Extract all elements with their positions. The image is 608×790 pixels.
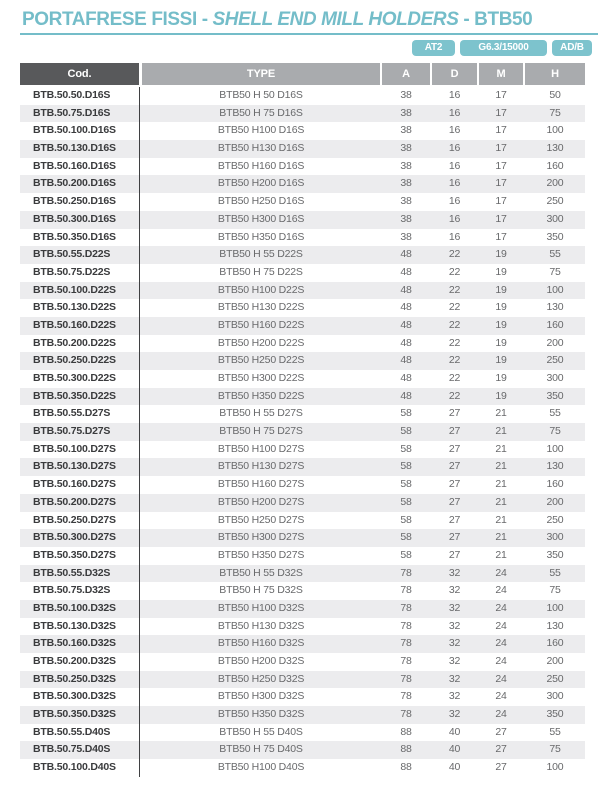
cell-d: 27	[448, 513, 461, 526]
cell-d: 16	[448, 177, 461, 190]
cell-m: 19	[495, 336, 507, 349]
cell-a: 58	[400, 425, 412, 438]
cell-d: 27	[448, 548, 461, 561]
cell-d: 40	[448, 743, 461, 756]
cell-m: 24	[495, 637, 507, 650]
cell-h: 100	[546, 601, 564, 614]
table-row	[20, 335, 585, 353]
cell-a: 38	[400, 195, 412, 208]
cell-d: 16	[448, 142, 461, 155]
cell-type: BTB50 H 55 D27S	[219, 407, 303, 420]
cell-d: 40	[448, 761, 461, 774]
cell-type: BTB50 H 55 D40S	[219, 725, 303, 738]
cell-h: 160	[546, 637, 564, 650]
cell-m: 21	[495, 513, 507, 526]
table-row	[20, 105, 585, 123]
cell-d: 27	[448, 531, 461, 544]
cell-cod: BTB.50.160.D32S	[33, 637, 116, 650]
cell-h: 100	[546, 283, 564, 296]
cell-m: 17	[495, 195, 507, 208]
cell-m: 21	[495, 442, 507, 455]
table-row	[20, 211, 585, 229]
cell-type: BTB50 H 55 D32S	[219, 566, 303, 579]
table-row	[20, 688, 585, 706]
cell-cod: BTB.50.250.D27S	[33, 513, 116, 526]
cell-m: 19	[495, 265, 507, 278]
cell-m: 19	[495, 248, 507, 261]
cell-h: 200	[546, 655, 564, 667]
cell-d: 27	[448, 442, 461, 455]
cell-m: 21	[495, 531, 507, 544]
cell-cod: BTB.50.75.D32S	[33, 584, 111, 597]
cell-cod: BTB.50.75.D22S	[33, 265, 111, 278]
cell-m: 24	[495, 655, 507, 667]
cell-a: 38	[400, 212, 412, 225]
table-row	[20, 635, 585, 653]
cell-a: 78	[400, 672, 412, 685]
table-row	[20, 547, 585, 565]
cell-m: 17	[495, 124, 507, 137]
cell-a: 58	[400, 531, 412, 544]
cell-type: BTB50 H 75 D32S	[219, 584, 303, 597]
cell-cod: BTB.50.300.D27S	[33, 531, 116, 544]
cell-cod: BTB.50.100.D16S	[33, 124, 116, 137]
cell-a: 78	[400, 690, 412, 703]
cell-a: 38	[400, 230, 412, 243]
table-row	[20, 529, 585, 547]
cell-type: BTB50 H 75 D40S	[219, 743, 303, 756]
cell-h: 75	[549, 106, 561, 119]
column-header-h: H	[525, 63, 585, 85]
cell-h: 160	[546, 318, 564, 331]
cell-d: 27	[448, 460, 461, 473]
title-underline	[20, 33, 598, 35]
cell-d: 27	[448, 478, 461, 491]
table-row	[20, 600, 585, 618]
cell-h: 130	[546, 142, 564, 155]
cell-a: 48	[400, 389, 412, 402]
cell-m: 21	[495, 460, 507, 473]
cell-cod: BTB.50.300.D16S	[33, 212, 116, 225]
cell-d: 27	[448, 407, 461, 420]
cell-type: BTB50 H100 D16S	[217, 124, 305, 137]
cell-d: 32	[448, 655, 461, 667]
cell-m: 19	[495, 301, 507, 314]
table-row	[20, 476, 585, 494]
cell-type: BTB50 H200 D22S	[217, 336, 305, 349]
title-english: SHELL END MILL HOLDERS	[212, 9, 459, 30]
cell-type: BTB50 H350 D16S	[217, 230, 305, 243]
cell-cod: BTB.50.160.D27S	[33, 478, 116, 491]
cell-d: 22	[448, 248, 461, 261]
table-row	[20, 299, 585, 317]
table-row	[20, 512, 585, 530]
cell-m: 17	[495, 142, 507, 155]
cell-a: 58	[400, 495, 412, 508]
cell-type: BTB50 H200 D32S	[217, 655, 305, 667]
cell-m: 24	[495, 619, 507, 632]
cell-h: 250	[546, 354, 564, 367]
table-row	[20, 193, 585, 211]
cell-m: 24	[495, 708, 507, 721]
cell-type: BTB50 H160 D27S	[217, 478, 305, 491]
cell-cod: BTB.50.350.D27S	[33, 548, 116, 561]
cell-h: 160	[546, 159, 564, 172]
cell-a: 58	[400, 442, 412, 455]
cell-h: 75	[549, 425, 561, 438]
table-row	[20, 741, 585, 759]
cell-h: 350	[546, 708, 564, 721]
table-row	[20, 706, 585, 724]
table-row	[20, 264, 585, 282]
cell-a: 78	[400, 566, 412, 579]
cell-a: 48	[400, 336, 412, 349]
cell-a: 38	[400, 106, 412, 119]
cell-m: 27	[495, 761, 507, 774]
title-separator: -	[196, 9, 213, 30]
badge-balancing-grade: G6.3/15000	[460, 40, 547, 56]
cell-type: BTB50 H350 D32S	[217, 708, 305, 721]
column-header-m: M	[479, 63, 523, 85]
cell-h: 300	[546, 212, 564, 225]
cell-a: 78	[400, 708, 412, 721]
cell-m: 17	[495, 159, 507, 172]
table-row	[20, 158, 585, 176]
cell-d: 22	[448, 389, 461, 402]
cell-d: 22	[448, 318, 461, 331]
cell-cod: BTB.50.350.D22S	[33, 389, 116, 402]
cell-h: 75	[549, 743, 561, 756]
cell-cod: BTB.50.250.D32S	[33, 672, 116, 685]
title-italian: PORTAFRESE FISSI	[22, 9, 197, 30]
cell-a: 48	[400, 318, 412, 331]
cell-h: 160	[546, 478, 564, 491]
cell-a: 78	[400, 619, 412, 632]
cell-type: BTB50 H 75 D27S	[219, 425, 303, 438]
cell-m: 21	[495, 478, 507, 491]
cell-m: 19	[495, 372, 507, 384]
cell-d: 22	[448, 336, 461, 349]
cell-cod: BTB.50.200.D22S	[33, 336, 116, 349]
column-divider-line	[139, 87, 140, 777]
cell-type: BTB50 H300 D32S	[217, 690, 305, 703]
cell-m: 17	[495, 212, 507, 225]
cell-cod: BTB.50.200.D16S	[33, 177, 116, 190]
cell-d: 32	[448, 690, 461, 703]
table-row	[20, 618, 585, 636]
spec-badges	[20, 40, 592, 56]
cell-m: 17	[495, 89, 507, 101]
column-header-type: TYPE	[142, 63, 380, 85]
cell-type: BTB50 H130 D16S	[217, 142, 305, 155]
cell-type: BTB50 H200 D16S	[217, 177, 305, 190]
cell-type: BTB50 H250 D16S	[217, 195, 305, 208]
cell-a: 48	[400, 265, 412, 278]
cell-m: 21	[495, 407, 507, 420]
cell-a: 58	[400, 407, 412, 420]
cell-d: 16	[448, 195, 461, 208]
cell-d: 16	[448, 230, 461, 243]
cell-cod: BTB.50.250.D16S	[33, 195, 116, 208]
table-row	[20, 671, 585, 689]
cell-cod: BTB.50.75.D16S	[33, 106, 111, 119]
table-row	[20, 724, 585, 742]
cell-type: BTB50 H350 D27S	[217, 548, 305, 561]
cell-a: 48	[400, 354, 412, 367]
cell-cod: BTB.50.75.D40S	[33, 743, 111, 756]
cell-cod: BTB.50.350.D16S	[33, 230, 116, 243]
cell-type: BTB50 H130 D32S	[217, 619, 305, 632]
cell-a: 48	[400, 372, 412, 384]
table-row	[20, 317, 585, 335]
table-row	[20, 441, 585, 459]
cell-h: 75	[549, 265, 561, 278]
cell-m: 27	[495, 725, 507, 738]
cell-cod: BTB.50.160.D16S	[33, 159, 116, 172]
cell-h: 55	[549, 407, 561, 420]
cell-m: 24	[495, 584, 507, 597]
cell-a: 88	[400, 743, 412, 756]
cell-m: 24	[495, 672, 507, 685]
column-header-cod: Cod.	[20, 63, 139, 85]
cell-d: 40	[448, 725, 461, 738]
cell-m: 19	[495, 318, 507, 331]
cell-type: BTB50 H250 D22S	[217, 354, 305, 367]
cell-a: 58	[400, 513, 412, 526]
cell-h: 200	[546, 336, 564, 349]
cell-h: 55	[549, 566, 561, 579]
cell-cod: BTB.50.160.D22S	[33, 318, 116, 331]
cell-h: 350	[546, 548, 564, 561]
cell-a: 78	[400, 584, 412, 597]
cell-h: 100	[546, 761, 564, 774]
cell-d: 32	[448, 637, 461, 650]
cell-a: 48	[400, 301, 412, 314]
cell-d: 32	[448, 566, 461, 579]
cell-a: 38	[400, 159, 412, 172]
cell-cod: BTB.50.55.D27S	[33, 407, 111, 420]
cell-a: 88	[400, 725, 412, 738]
cell-m: 27	[495, 743, 507, 756]
cell-m: 24	[495, 601, 507, 614]
cell-h: 300	[546, 372, 564, 384]
cell-d: 32	[448, 584, 461, 597]
cell-d: 22	[448, 372, 461, 384]
cell-d: 27	[448, 425, 461, 438]
cell-a: 78	[400, 601, 412, 614]
page-title	[22, 8, 588, 32]
table-row	[20, 175, 585, 193]
cell-d: 22	[448, 301, 461, 314]
cell-d: 16	[448, 89, 461, 101]
cell-type: BTB50 H130 D22S	[217, 301, 305, 314]
cell-cod: BTB.50.130.D32S	[33, 619, 116, 632]
title-separator: -	[458, 9, 475, 30]
cell-h: 100	[546, 442, 564, 455]
cell-a: 38	[400, 177, 412, 190]
cell-cod: BTB.50.300.D32S	[33, 690, 116, 703]
table-row	[20, 405, 585, 423]
cell-type: BTB50 H100 D40S	[217, 761, 305, 774]
table-header-row	[20, 63, 585, 85]
cell-h: 200	[546, 177, 564, 190]
cell-a: 38	[400, 142, 412, 155]
cell-cod: BTB.50.55.D40S	[33, 725, 111, 738]
cell-h: 50	[549, 89, 561, 101]
table-row	[20, 653, 585, 671]
cell-m: 19	[495, 354, 507, 367]
table-row	[20, 582, 585, 600]
cell-type: BTB50 H130 D27S	[217, 460, 305, 473]
cell-h: 130	[546, 619, 564, 632]
cell-m: 24	[495, 566, 507, 579]
table-row	[20, 229, 585, 247]
cell-cod: BTB.50.100.D27S	[33, 442, 116, 455]
table-row	[20, 494, 585, 512]
cell-h: 250	[546, 672, 564, 685]
cell-d: 22	[448, 265, 461, 278]
cell-d: 22	[448, 354, 461, 367]
cell-cod: BTB.50.130.D27S	[33, 460, 116, 473]
cell-m: 17	[495, 177, 507, 190]
cell-m: 17	[495, 230, 507, 243]
cell-h: 55	[549, 248, 561, 261]
table-row	[20, 458, 585, 476]
cell-type: BTB50 H350 D22S	[217, 389, 305, 402]
table-row	[20, 282, 585, 300]
cell-cod: BTB.50.100.D22S	[33, 283, 116, 296]
cell-type: BTB50 H200 D27S	[217, 495, 305, 508]
cell-m: 21	[495, 425, 507, 438]
cell-type: BTB50 H 55 D22S	[219, 248, 303, 261]
cell-d: 16	[448, 106, 461, 119]
badge-at2: AT2	[412, 40, 455, 56]
cell-type: BTB50 H100 D32S	[217, 601, 305, 614]
cell-a: 58	[400, 478, 412, 491]
cell-h: 75	[549, 584, 561, 597]
table-row	[20, 246, 585, 264]
cell-a: 38	[400, 124, 412, 137]
table-row	[20, 388, 585, 406]
cell-cod: BTB.50.75.D27S	[33, 425, 111, 438]
table-row	[20, 140, 585, 158]
cell-a: 88	[400, 761, 412, 774]
cell-cod: BTB.50.100.D32S	[33, 601, 116, 614]
cell-h: 130	[546, 460, 564, 473]
cell-h: 350	[546, 230, 564, 243]
table-row	[20, 759, 585, 777]
cell-cod: BTB.50.250.D22S	[33, 354, 116, 367]
cell-h: 250	[546, 195, 564, 208]
cell-type: BTB50 H160 D16S	[217, 159, 305, 172]
cell-d: 27	[448, 495, 461, 508]
cell-cod: BTB.50.300.D22S	[33, 372, 116, 384]
product-table	[20, 63, 585, 777]
table-row	[20, 87, 585, 105]
cell-a: 78	[400, 637, 412, 650]
cell-m: 19	[495, 389, 507, 402]
cell-d: 32	[448, 672, 461, 685]
cell-type: BTB50 H 50 D16S	[219, 89, 303, 101]
cell-type: BTB50 H300 D22S	[217, 372, 305, 384]
cell-h: 100	[546, 124, 564, 137]
cell-d: 16	[448, 159, 461, 172]
cell-h: 350	[546, 389, 564, 402]
cell-type: BTB50 H250 D27S	[217, 513, 305, 526]
table-row	[20, 122, 585, 140]
cell-m: 19	[495, 283, 507, 296]
cell-h: 55	[549, 725, 561, 738]
cell-d: 32	[448, 619, 461, 632]
cell-h: 200	[546, 495, 564, 508]
cell-d: 22	[448, 283, 461, 296]
table-row	[20, 565, 585, 583]
cell-type: BTB50 H250 D32S	[217, 672, 305, 685]
cell-h: 250	[546, 513, 564, 526]
cell-m: 24	[495, 690, 507, 703]
cell-cod: BTB.50.130.D22S	[33, 301, 116, 314]
cell-type: BTB50 H 75 D16S	[219, 106, 303, 119]
cell-type: BTB50 H100 D22S	[217, 283, 305, 296]
cell-a: 38	[400, 89, 412, 101]
cell-cod: BTB.50.200.D27S	[33, 495, 116, 508]
cell-cod: BTB.50.55.D22S	[33, 248, 111, 261]
table-row	[20, 352, 585, 370]
cell-h: 300	[546, 531, 564, 544]
cell-type: BTB50 H 75 D22S	[219, 265, 303, 278]
cell-d: 16	[448, 124, 461, 137]
cell-cod: BTB.50.55.D32S	[33, 566, 111, 579]
cell-cod: BTB.50.350.D32S	[33, 708, 116, 721]
cell-type: BTB50 H300 D27S	[217, 531, 305, 544]
cell-a: 58	[400, 460, 412, 473]
cell-a: 48	[400, 248, 412, 261]
cell-type: BTB50 H160 D22S	[217, 318, 305, 331]
column-header-a: A	[382, 63, 430, 85]
column-header-d: D	[432, 63, 477, 85]
cell-a: 78	[400, 655, 412, 667]
cell-a: 58	[400, 548, 412, 561]
cell-d: 16	[448, 212, 461, 225]
cell-cod: BTB.50.200.D32S	[33, 655, 116, 667]
cell-m: 21	[495, 495, 507, 508]
cell-cod: BTB.50.50.D16S	[33, 89, 111, 101]
cell-cod: BTB.50.130.D16S	[33, 142, 116, 155]
cell-m: 17	[495, 106, 507, 119]
badge-adb: AD/B	[552, 40, 592, 56]
cell-type: BTB50 H160 D32S	[217, 637, 305, 650]
cell-d: 32	[448, 708, 461, 721]
cell-d: 32	[448, 601, 461, 614]
cell-a: 48	[400, 283, 412, 296]
cell-cod: BTB.50.100.D40S	[33, 761, 116, 774]
table-body	[20, 87, 585, 777]
cell-h: 130	[546, 301, 564, 314]
cell-m: 21	[495, 548, 507, 561]
table-row	[20, 370, 585, 388]
cell-type: BTB50 H300 D16S	[217, 212, 305, 225]
title-model-code: BTB50	[474, 9, 533, 30]
cell-type: BTB50 H100 D27S	[217, 442, 305, 455]
cell-h: 300	[546, 690, 564, 703]
table-row	[20, 423, 585, 441]
